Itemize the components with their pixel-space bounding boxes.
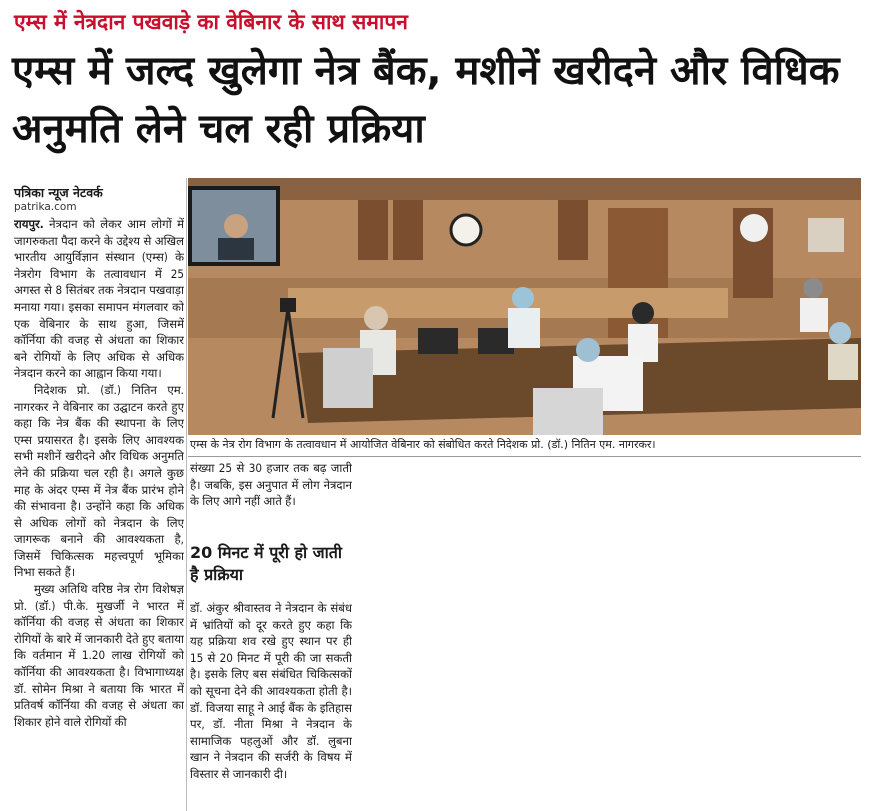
subheading: 20 मिनट में पूरी हो जाती है प्रक्रिया	[190, 543, 343, 584]
article-paragraph: डॉ. अंकुर श्रीवास्तव ने नेत्रदान के संबंध में भ्रांतियों को दूर करते हुए कहा कि यह प्रक्रिया शव रखे हुए स्थान पर ही 15 से 20 मिनट में पूरी की जा सकती है। इसके लिए बस संबंधित चिकित्सकों को सूचना देने की आवश्यकता होती है। डॉ. विजया साहू ने आई बैंक के इतिहास पर, डॉ. नीता मिश्रा ने नेत्रदान के सामाजिक पहलुओं और डॉ. लुबना खान ने नेत्रदान की सर्जरी के विषय में विस्तार से जानकारी दी।	[190, 601, 352, 781]
byline: पत्रिका न्यूज नेटवर्क	[14, 185, 103, 200]
kicker-headline: एम्स में नेत्रदान पखवाड़े का वेबिनार के साथ समापन	[14, 10, 408, 34]
article-column-3	[190, 600, 352, 811]
conference-room-illustration	[188, 178, 861, 435]
article-paragraph: संख्या 25 से 30 हजार तक बढ़ जाती है। जबकि, इस अनुपात में लोग नेत्रदान के लिए आगे नहीं आते हैं।	[190, 461, 352, 509]
paragraph-text: नेत्रदान को लेकर आम लोगों में जागरुकता पैदा करने के उद्देश्य से अखिल भारतीय आयुर्विज्ञान संस्थान (एम्स) के नेत्ररोग विभाग के तत्वावधान में 25 अगस्त से 8 सितंबर तक नेत्रदान पखवाड़ा मनाया गया। इसका समापन मंगलवार को एक वेबिनार के साथ हुआ, जिसमें कॉर्निया की वजह से अंधता का शिकार बने रोगियों के लिए अधिक से अधिक नेत्रदान करने का आह्वान किया गया।	[14, 217, 184, 381]
news-photo	[188, 178, 861, 435]
article-column-2	[190, 460, 352, 550]
main-headline: एम्स में जल्द खुलेगा नेत्र बैंक, मशीनें खरीदने और विधिक अनुमति लेने चल रही प्रक्रिया	[12, 48, 840, 152]
article-paragraph	[14, 216, 184, 382]
dateline: रायपुर.	[14, 217, 44, 231]
article-paragraph: मुख्य अतिथि वरिष्ठ नेत्र रोग विशेषज्ञ प्रो. (डॉ.) पी.के. मुखर्जी ने भारत में कॉर्निया की वजह से अंधता का शिकार रोगियों के बारे में जानकारी देते हुए बताया कि वर्तमान में 1.20 लाख रोगियों को कॉर्निया की आवश्यकता है। विभागाध्यक्ष डॉ. सोमेन मिश्रा ने बताया कि भारत में प्रतिवर्ष कॉर्निया की वजह से अंधता का शिकार होने वाले रोगियों की	[14, 582, 184, 729]
column-divider	[186, 178, 187, 811]
article-column-1	[14, 216, 184, 811]
article-paragraph: निदेशक प्रो. (डॉ.) नितिन एम. नागरकर ने वेबिनार का उद्घाटन करते हुए कहा कि नेत्र बैंक की स्थापना के लिए एम्स प्रयासरत है। इसके लिए आवश्यक सभी मशीनें खरीदने और विधिक अनुमति लेने की प्रक्रिया चल रही है। अगले कुछ माह के अंदर एम्स में नेत्र बैंक प्रारंभ होने की संभावना है। उन्होंने कहा कि अधिक से अधिक लोगों को नेत्रदान के लिए जागरूक बनाने की आवश्यकता है, जिसमें चिकित्सक महत्त्वपूर्ण भूमिका निभा सकते हैं।	[14, 382, 184, 580]
source-site: patrika.com	[14, 201, 77, 213]
caption-divider	[188, 456, 861, 457]
photo-caption: एम्स के नेत्र रोग विभाग के तत्वावधान में आयोजित वेबिनार को संबोधित करते निदेशक प्रो. (डॉ.) नितिन एम. नागरकर।	[190, 438, 656, 451]
